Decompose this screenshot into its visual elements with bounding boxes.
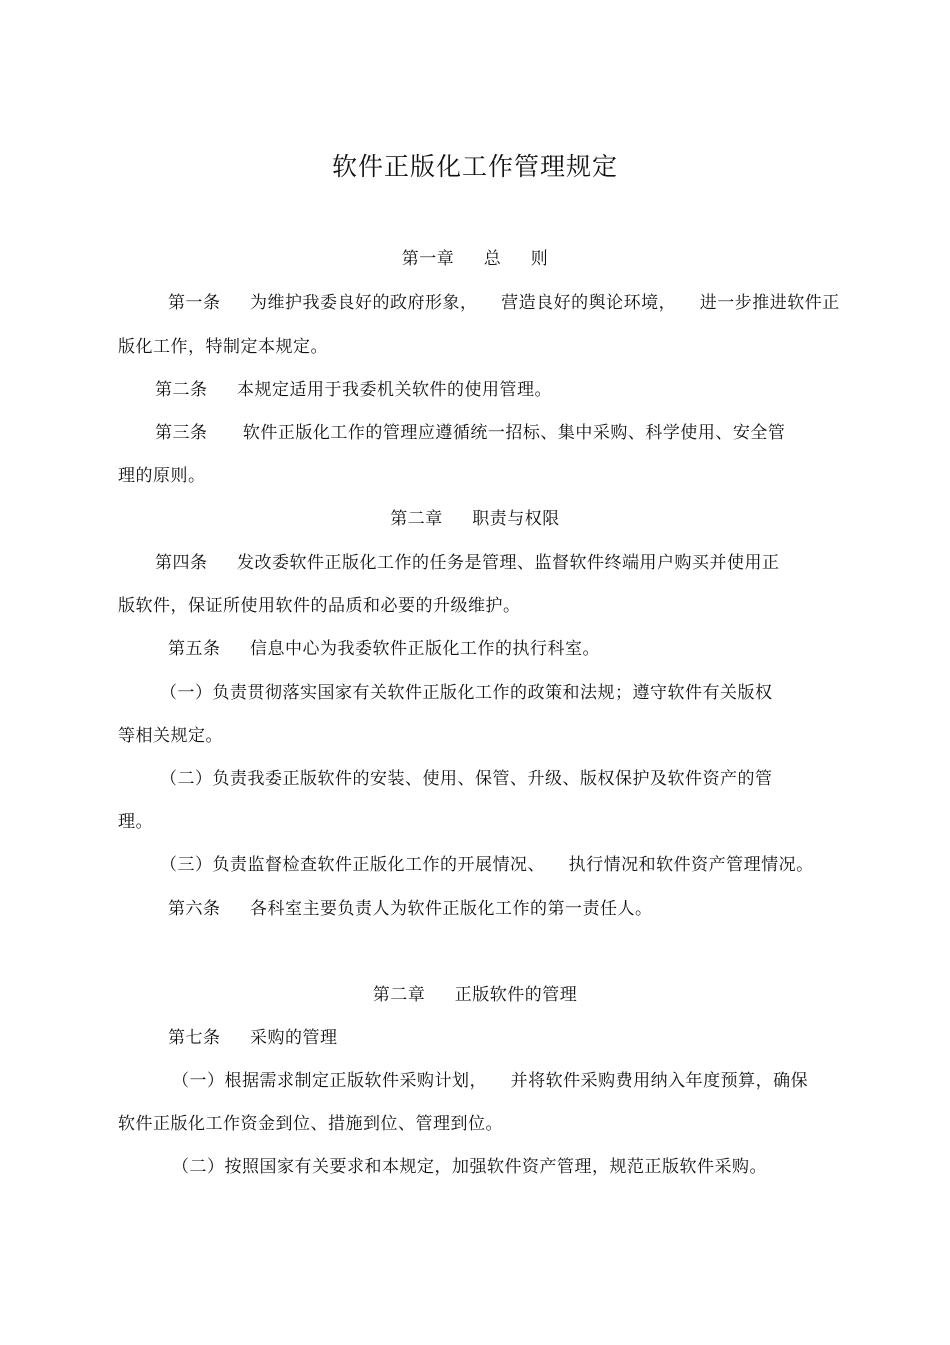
article-6: 第六条 各科室主要负责人为软件正版化工作的第一责任人。: [168, 899, 653, 919]
article-5: 第五条 信息中心为我委软件正版化工作的执行科室。: [168, 639, 601, 659]
item-7-1-line-1: （一）根据需求制定正版软件采购计划， 并将软件采购费用纳入年度预算，确保: [172, 1071, 809, 1091]
article-1-line-2: 版化工作，特制定本规定。: [118, 337, 328, 357]
article-7: 第七条 采购的管理: [168, 1028, 338, 1048]
article-4-line-2: 版软件，保证所使用软件的品质和必要的升级维护。: [118, 596, 521, 616]
item-3: （三）负责监督检查软件正版化工作的开展情况、 执行情况和软件资产管理情况。: [160, 855, 814, 875]
document-title: 软件正版化工作管理规定: [331, 152, 618, 181]
article-3-line-2: 理的原则。: [118, 466, 206, 486]
article-4-line-1: 第四条 发改委软件正版化工作的任务是管理、监督软件终端用户购买并使用正: [155, 553, 780, 573]
article-2: 第二条 本规定适用于我委机关软件的使用管理。: [155, 380, 553, 400]
chapter-heading-3: 第二章 正版软件的管理: [372, 985, 578, 1005]
item-7-2: （二）按照国家有关要求和本规定，加强软件资产管理，规范正版软件采购。: [172, 1157, 767, 1177]
chapter-heading-2: 第二章 职责与权限: [390, 509, 560, 529]
item-1-line-2: 等相关规定。: [118, 726, 223, 746]
item-2-line-1: （二）负责我委正版软件的安装、使用、保管、升级、版权保护及软件资产的管: [160, 769, 773, 789]
item-1-line-1: （一）负责贯彻落实国家有关软件正版化工作的政策和法规；遵守软件有关版权: [160, 683, 773, 703]
item-2-line-2: 理。: [118, 812, 153, 832]
article-1-line-1: 第一条 为维护我委良好的政府形象， 营造良好的舆论环境， 进一步推进软件正: [168, 293, 840, 313]
article-3-line-1: 第三条 软件正版化工作的管理应遵循统一招标、集中采购、科学使用、安全管: [155, 423, 786, 443]
chapter-heading-1: 第一章 总 则: [401, 249, 549, 269]
item-7-1-line-2: 软件正版化工作资金到位、措施到位、管理到位。: [118, 1114, 503, 1134]
